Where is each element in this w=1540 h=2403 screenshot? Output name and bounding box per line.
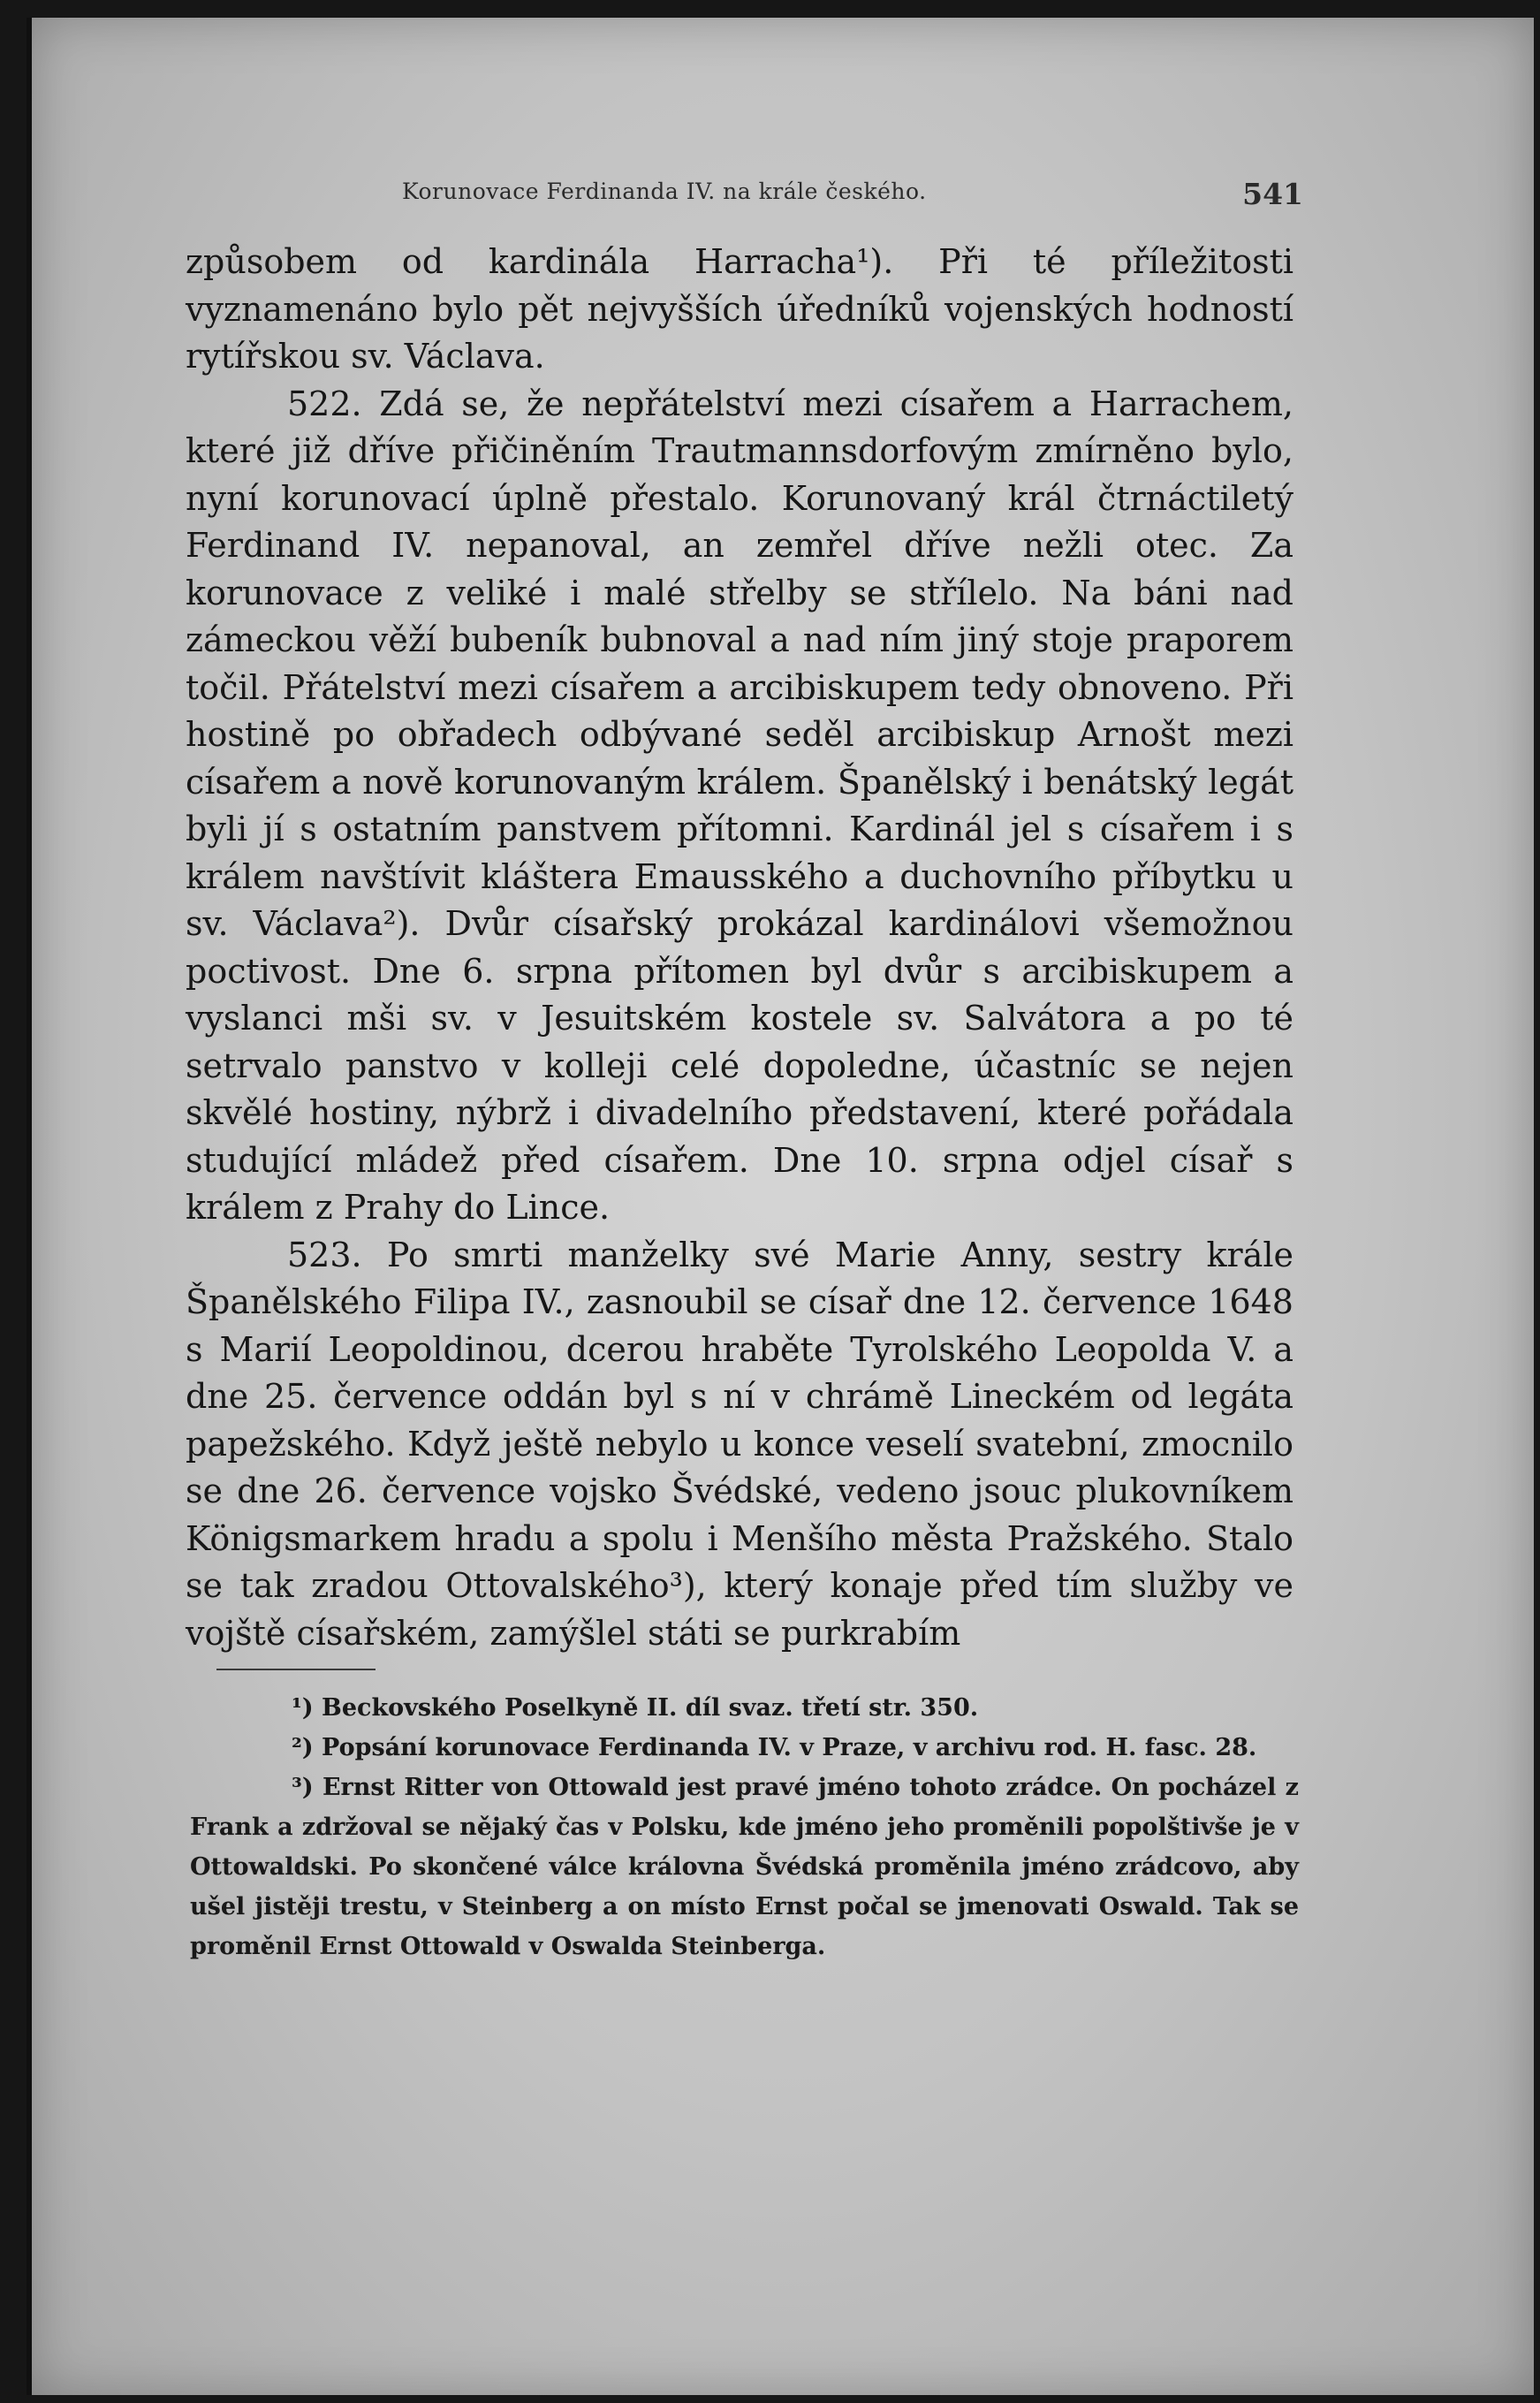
footnote-3: ³) Ernst Ritter von Ottowald jest pravé jméno tohoto zrádce. On pocházel z Frank a zdržoval se nějaký čas v Polsku, kde jméno jeho proměnili popolštivše je v Ottowaldski. Po skončené válce královna Švédská proměnila jméno zrádcovo, aby ušel jistěji trestu, v Steinberg a on místo Ernst počal se jmenovati Oswald. Tak se proměnil Ernst Ottowald v Oswalda Steinberga.	[190, 1774, 1299, 1960]
page-header	[402, 177, 1303, 217]
paragraph-continued: způsobem od kardinála Harracha¹). Při té příležitosti vyznamenáno bylo pět nejvyšších úředníků vojenských hodností rytířskou sv. Václava.	[186, 242, 1293, 376]
footnote-separator	[216, 1669, 376, 1670]
running-head: Korunovace Ferdinanda IV. na krále českého.	[402, 179, 927, 204]
main-text	[186, 239, 1293, 1657]
paragraph-522: 522. Zdá se, že nepřátelství mezi císařem a Harrachem, které již dříve přičiněním Trautmannsdorfovým zmírněno bylo, nyní korunovací úplně přestalo. Korunovaný král čtrnáctiletý Ferdinand IV. nepanoval, an zemřel dříve nežli otec. Za korunovace z veliké i malé střelby se střílelo. Na báni nad zámeckou věží bubeník bubnoval a nad ním jiný stoje praporem točil. Přátelství mezi císařem a arcibiskupem tedy obnoveno. Při hostině po obřadech odbývané seděl arcibiskup Arnošt mezi císařem a nově korunovaným králem. Španělský i benátský legát byli jí s ostatním panstvem přítomni. Kardinál jel s císařem i s králem navštívit kláštera Emausského a duchovního příbytku u sv. Václava²). Dvůr císařský prokázal kardinálovi všemožnou poctivost. Dne 6. srpna přítomen byl dvůr s arcibiskupem a vyslanci mši sv. v Jesuitském kostele sv. Salvátora a po té setrvalo panstvo v kolleji celé dopoledne, účastníc se nejen skvělé hostiny, nýbrž i divadelního představení, které pořádala studující mládež před císařem. Dne 10. srpna odjel císař s králem z Prahy do Lince.	[186, 384, 1293, 1227]
footnote-1: ¹) Beckovského Poselkyně II. díl svaz. třetí str. 350.	[292, 1694, 979, 1722]
page-number: 541	[1242, 177, 1303, 211]
footnote-2: ²) Popsání korunovace Ferdinanda IV. v Praze, v archivu rod. H. fasc. 28.	[292, 1734, 1257, 1761]
paragraph-523: 523. Po smrti manželky své Marie Anny, sestry krále Španělského Filipa IV., zasnoubil se císař dne 12. července 1648 s Marií Leopoldinou, dcerou hraběte Tyrolského Leopolda V. a dne 25. července oddán byl s ní v chrámě Lineckém od legáta papežského. Když ještě nebylo u konce veselí svatební, zmocnilo se dne 26. července vojsko Švédské, vedeno jsouc plukovníkem Königsmarkem hradu a spolu i Menšího města Pražského. Stalo se tak zradou Ottovalského³), který konaje před tím služby ve vojště císařském, zamýšlel státi se purkrabím	[186, 1235, 1293, 1653]
footnotes	[190, 1688, 1299, 1966]
